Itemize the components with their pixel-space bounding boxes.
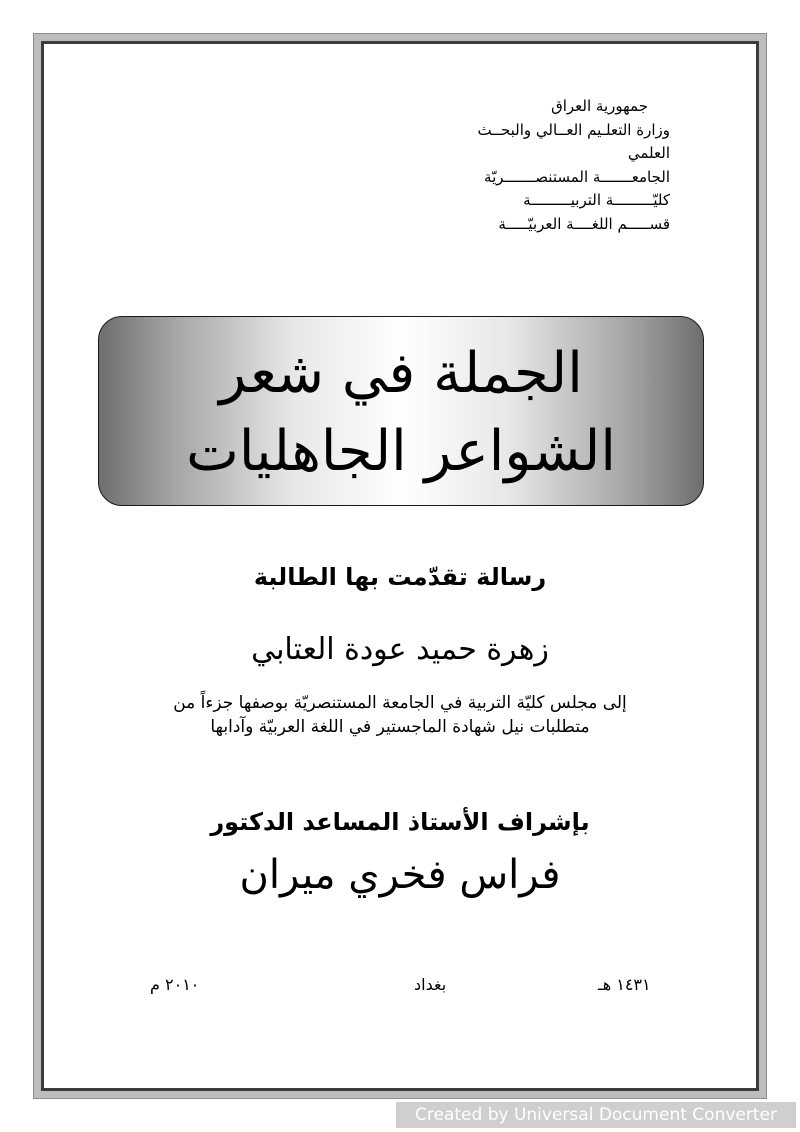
gregorian-year: ٢٠١٠ م (150, 975, 200, 994)
institution-header (440, 95, 670, 237)
converter-watermark: Created by Universal Document Converter (396, 1102, 796, 1128)
header-college: كليّـــــــــة التربيـــــــــة (523, 191, 670, 210)
header-ministry: وزارة التعلـيم العــالي والبحــث (477, 120, 670, 139)
thesis-title-line-2: الشواعر الجاهليات (186, 419, 616, 484)
header-ministry-cont: العلمي (627, 144, 670, 163)
thesis-title-line-1: الجملة في شعر (219, 341, 583, 406)
hijri-year: ١٤٣١ هـ (598, 975, 651, 994)
supervisor-name: فراس فخري ميران (239, 852, 561, 898)
city: بغداد (414, 975, 447, 994)
student-name: زهرة حميد عودة العتابي (251, 632, 549, 667)
header-department: قســـــم اللغــــة العربيّـــــة (498, 214, 670, 233)
description-line-1: إلى مجلس كليّة التربية في الجامعة المستنصريّة بوصفها جزءاً من (173, 693, 627, 713)
thesis-title-box (98, 316, 704, 506)
submission-statement: رسالة تقدّمت بها الطالبة (253, 563, 547, 591)
supervision-label: بإشراف الأستاذ المساعد الدكتور (210, 808, 590, 836)
header-country: جمهورية العراق (551, 97, 648, 115)
header-university: الجامعـــــــة المستنصـــــــريّة (484, 167, 670, 186)
description-line-2: متطلبات نيل شهادة الماجستير في اللغة العربيّة وآدابها (210, 717, 590, 737)
